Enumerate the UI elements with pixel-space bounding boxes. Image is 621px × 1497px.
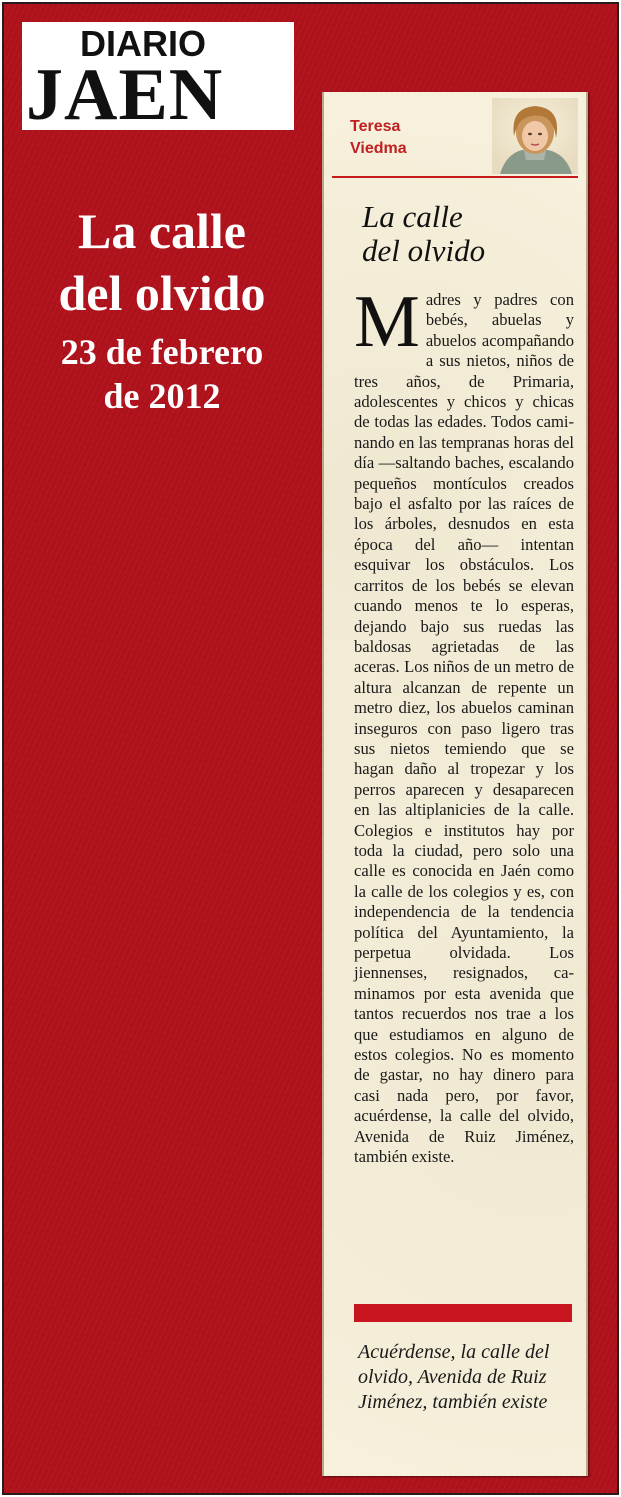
left-date-line1: 23 de febrero [60, 332, 264, 372]
left-date-line2: de 2012 [103, 376, 221, 416]
author-last-name: Viedma [350, 140, 407, 157]
article-headline [362, 200, 572, 268]
page-frame [2, 2, 619, 1495]
byline [332, 98, 578, 178]
author-first-name: Teresa [350, 118, 401, 135]
masthead-diario: DIARIO [80, 23, 206, 64]
drop-cap: M [354, 281, 420, 363]
author-name [350, 116, 470, 160]
headline-line1: La calle [362, 199, 463, 234]
headline-line2: del olvido [362, 233, 486, 268]
article-body [354, 281, 574, 1167]
article-body-text: adres y padres con bebés, abuelas y abuelos acompañando a sus nietos, niños de tres años, de Primaria, adolescentes y chicos y chicas de todas las edades. Todos caminando en las tempranas horas del día —saltando baches, escalando pequeños montículos creados bajo el asfalto por las raíces de los árboles, desnudos en esta época del año— intentan esquivar los obstáculos. Los carritos de los bebés se elevan cuando menos te lo esperas, dejando bajo sus ruedas las baldosas agrietadas de las aceras. Los niños de un metro de altura alcanzan de repente un metro diez, los abuelos caminan inseguros con paso ligero tras sus nietos temiendo que se hagan daño al tropezar y los perros aparecen y desaparecen en las altiplanicies de la calle. Colegios e institutos hay por toda la ciudad, pero solo una calle es conocida en Jaén como la calle de los colegios y es, con independencia de la tendencia política del Ayuntamiento, la perpetua olvidada. Los jiennenses, resignados, caminamos por esta avenida que tantos recuerdos nos trae a los que estudiamos en alguno de estos colegios. No es momento de gastar, no hay dinero para casi nada pero, por favor, acuérdense, la calle del olvido, Avenida de Ruiz Jiménez, también existe. [354, 290, 574, 1167]
newspaper-column [322, 92, 588, 1476]
left-title [4, 200, 320, 324]
left-date [4, 330, 320, 418]
masthead-jaen: JAEN [26, 54, 224, 136]
left-title-line2: del olvido [58, 265, 266, 321]
masthead-logo [22, 22, 294, 136]
author-portrait-icon [492, 98, 578, 174]
pull-quote: Acuérdense, la calle del olvido, Avenida de Ruiz Jiménez, también existe [358, 1341, 550, 1413]
left-title-line1: La calle [77, 203, 247, 259]
red-divider-bar [354, 1304, 572, 1322]
